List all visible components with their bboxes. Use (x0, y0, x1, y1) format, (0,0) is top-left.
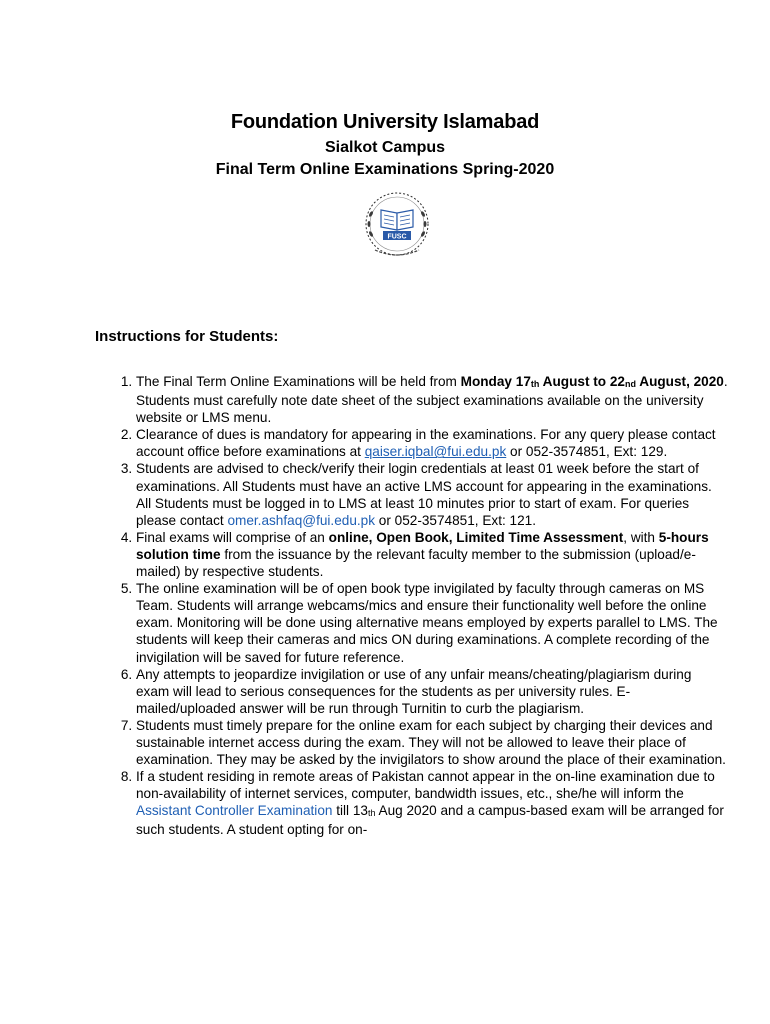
email-link-lms[interactable]: omer.ashfaq@fui.edu.pk (227, 512, 376, 528)
svg-text:FUSC: FUSC (387, 233, 407, 241)
instructions-heading: Instructions for Students: (95, 328, 279, 345)
page-title: Foundation University Islamabad (230, 111, 540, 133)
university-logo (357, 184, 437, 268)
list-item: 1. The Final Term Online Examinations will be held from Monday 17th August to 22nd August, 2020. Students must carefully note date sheet of the subject examinations available on the university website or LMS menu. (136, 373, 728, 426)
list-item: 4. Final exams will comprise of an online, Open Book, Limited Time Assessment, with 5-hours solution time from the issuance by the relevant faculty member to the submission (upload/e-mailed) by respective students. (136, 529, 728, 580)
list-item: 6. Any attempts to jeopardize invigilation or use of any unfair means/cheating/plagiarism during exam will lead to serious consequences for the students as per university rules. E-mailed/uploaded answer will be run through Turnitin to curb the plagiarism. (136, 666, 728, 717)
email-link-accounts[interactable]: qaiser.iqbal@fui.edu.pk (364, 444, 507, 460)
list-item: 5. The online examination will be of open book type invigilated by faculty through cameras on MS Team. Students will arrange webcams/mics and ensure their functionality well before the online exam. Monitoring will be done using alternative means employed by experts parallel to LMS. The students will keep their cameras and mics ON during examinations. A complete recording of the invigilation will be saved for future reference. (136, 580, 728, 665)
list-item: 7. Students must timely prepare for the online exam for each subject by charging their devices and sustainable internet access during the exam. They will not be allowed to leave their place of examination. They may be asked by the invigilators to show around the place of their examination. (136, 717, 728, 768)
list-item: 2. Clearance of dues is mandatory for appearing in the examinations. For any query please contact account office before examinations at qaiser.iqbal@fui.edu.pk or 052-3574851, Ext: 129. (136, 426, 728, 460)
exam-title: Final Term Online Examinations Spring-2020 (215, 161, 555, 178)
fusc-seal-icon (357, 184, 437, 268)
assistant-controller-link[interactable]: Assistant Controller Examination (136, 803, 333, 819)
instructions-list (92, 373, 728, 839)
campus-name: Sialkot Campus (324, 139, 446, 156)
list-item: 8. If a student residing in remote areas of Pakistan cannot appear in the on-line examination due to non-availability of internet services, computer, bandwidth issues, etc., she/he will inform the Assistant Controller Examination till 13th Aug 2020 and a campus-based exam will be arranged for such students. A student opting for on- (136, 768, 728, 838)
list-item: 3. Students are advised to check/verify their login credentials at least 01 week before the start of examinations. All Students must have an active LMS account for appearing in the examinations. All Students must be logged in to LMS at least 10 minutes prior to start of exam. For queries please contact omer.ashfaq@fui.edu.pk or 052-3574851, Ext: 121. (136, 460, 728, 528)
